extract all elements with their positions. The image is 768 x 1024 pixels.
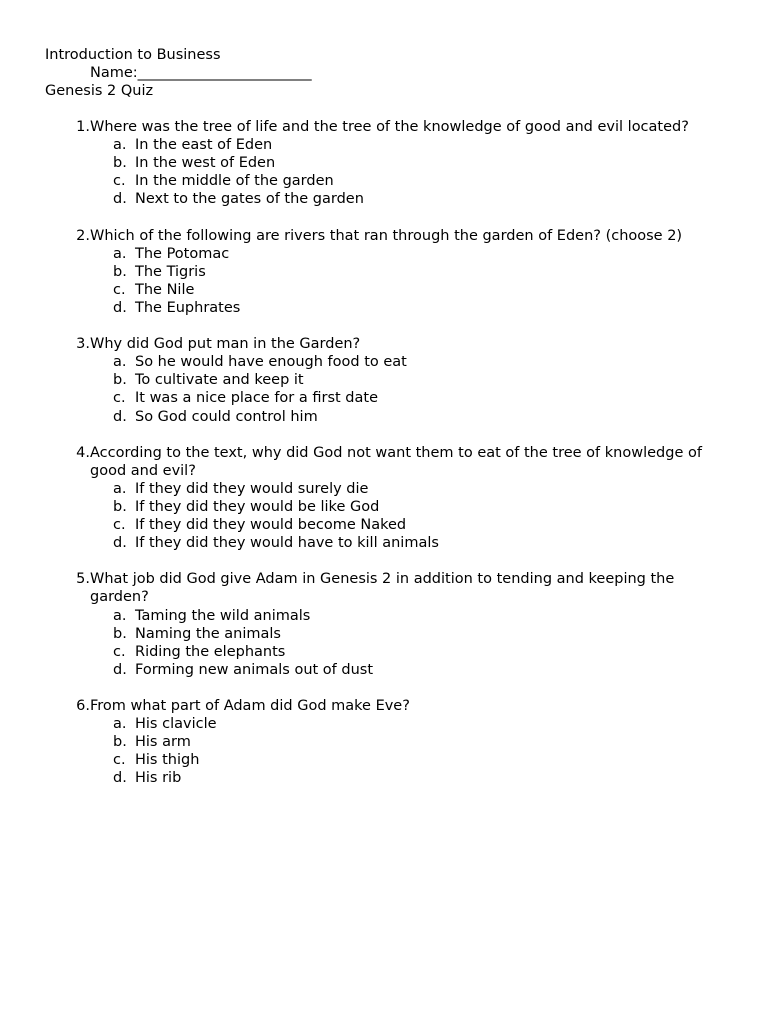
- option-letter: a.: [113, 354, 127, 371]
- answer-option: [45, 190, 735, 208]
- answer-option: [45, 245, 735, 263]
- option-letter-cell: [45, 408, 135, 426]
- answer-option: [45, 408, 735, 426]
- answer-option: [45, 136, 735, 154]
- option-letter-cell: [45, 715, 135, 733]
- option-text: The Nile: [135, 281, 195, 298]
- answer-option: [45, 154, 735, 172]
- answer-option: [45, 498, 735, 516]
- answer-option: [45, 172, 735, 190]
- option-text: Taming the wild animals: [135, 607, 311, 624]
- answer-option: [45, 281, 735, 299]
- option-text: If they did they would have to kill animals: [135, 535, 439, 552]
- question-number: 2.: [76, 227, 90, 244]
- question-text: Which of the following are rivers that ran through the garden of Eden? (choose 2): [90, 227, 683, 244]
- option-letter: d.: [113, 299, 127, 316]
- option-letter-cell: [45, 281, 135, 299]
- option-text: The Tigris: [135, 263, 206, 280]
- option-letter-cell: [45, 190, 135, 208]
- option-letter: d.: [113, 535, 127, 552]
- answer-option: [45, 607, 735, 625]
- option-letter-cell: [45, 607, 135, 625]
- option-text: So God could control him: [135, 408, 318, 425]
- answer-option: [45, 480, 735, 498]
- option-text: His clavicle: [135, 716, 217, 733]
- answer-options: [45, 715, 735, 787]
- question-number: 3.: [76, 336, 90, 353]
- answer-options: [45, 480, 735, 552]
- option-text: His thigh: [135, 752, 200, 769]
- question-number: 5.: [76, 571, 90, 588]
- option-letter: c.: [113, 517, 126, 534]
- option-letter: b.: [113, 263, 127, 280]
- question-number-cell: [45, 444, 90, 480]
- option-text: To cultivate and keep it: [135, 372, 304, 389]
- option-text: In the east of Eden: [135, 137, 273, 154]
- question-text: According to the text, why did God not want them to eat of the tree of knowledge of good and evil?: [90, 444, 702, 479]
- question-text: Why did God put man in the Garden?: [90, 336, 361, 353]
- question-number-cell: [45, 118, 90, 136]
- answer-options: [45, 245, 735, 317]
- option-text: His rib: [135, 770, 182, 787]
- option-letter: a.: [113, 607, 127, 624]
- question-row: [45, 570, 735, 606]
- option-letter: c.: [113, 281, 126, 298]
- option-text: In the west of Eden: [135, 155, 276, 172]
- question-number-cell: [45, 697, 90, 715]
- option-text: It was a nice place for a first date: [135, 390, 378, 407]
- answer-option: [45, 353, 735, 371]
- answer-option: [45, 751, 735, 769]
- option-letter: c.: [113, 390, 126, 407]
- question-1: [45, 118, 735, 208]
- document-header: [45, 46, 312, 100]
- question-text: What job did God give Adam in Genesis 2 in addition to tending and keeping the garden?: [90, 571, 675, 606]
- option-text: Next to the gates of the garden: [135, 191, 364, 208]
- option-letter-cell: [45, 661, 135, 679]
- option-letter-cell: [45, 154, 135, 172]
- option-letter-cell: [45, 371, 135, 389]
- option-letter-cell: [45, 245, 135, 263]
- question-number-cell: [45, 335, 90, 353]
- answer-option: [45, 516, 735, 534]
- option-letter: a.: [113, 480, 127, 497]
- answer-option: [45, 625, 735, 643]
- option-letter: b.: [113, 625, 127, 642]
- option-letter-cell: [45, 733, 135, 751]
- quiz-questions: [45, 118, 735, 806]
- question-5: [45, 570, 735, 679]
- option-letter: d.: [113, 191, 127, 208]
- option-text: In the middle of the garden: [135, 173, 334, 190]
- option-text: His arm: [135, 734, 191, 751]
- option-text: Forming new animals out of dust: [135, 661, 374, 678]
- option-text: So he would have enough food to eat: [135, 354, 407, 371]
- question-text: Where was the tree of life and the tree of the knowledge of good and evil located?: [90, 119, 689, 135]
- option-text: The Potomac: [135, 245, 230, 262]
- option-text: If they did they would become Naked: [135, 517, 407, 534]
- option-text: The Euphrates: [135, 299, 241, 316]
- option-letter: b.: [113, 498, 127, 515]
- answer-option: [45, 661, 735, 679]
- option-letter-cell: [45, 480, 135, 498]
- option-letter-cell: [45, 498, 135, 516]
- name-field-label: Name:________________________: [90, 65, 312, 82]
- option-letter: d.: [113, 661, 127, 678]
- answer-option: [45, 715, 735, 733]
- course-title: Introduction to Business: [45, 47, 221, 63]
- option-text: Riding the elephants: [135, 643, 286, 660]
- option-letter: c.: [113, 643, 126, 660]
- option-letter: b.: [113, 734, 127, 751]
- question-row: [45, 118, 735, 136]
- option-letter: a.: [113, 245, 127, 262]
- option-letter-cell: [45, 136, 135, 154]
- answer-option: [45, 299, 735, 317]
- option-letter: b.: [113, 372, 127, 389]
- option-letter: c.: [113, 752, 126, 769]
- quiz-title: Genesis 2 Quiz: [45, 83, 154, 100]
- answer-options: [45, 607, 735, 679]
- option-letter-cell: [45, 263, 135, 281]
- question-number-cell: [45, 570, 90, 606]
- question-row: [45, 697, 735, 715]
- question-number: 4.: [76, 444, 90, 461]
- option-letter: a.: [113, 716, 127, 733]
- answer-option: [45, 534, 735, 552]
- option-text: If they did they would be like God: [135, 498, 380, 515]
- answer-options: [45, 353, 735, 425]
- option-letter-cell: [45, 534, 135, 552]
- question-3: [45, 335, 735, 425]
- question-6: [45, 697, 735, 787]
- answer-option: [45, 769, 735, 787]
- option-text: Naming the animals: [135, 625, 281, 642]
- answer-option: [45, 263, 735, 281]
- question-4: [45, 444, 735, 553]
- answer-options: [45, 136, 735, 208]
- option-letter-cell: [45, 625, 135, 643]
- option-letter-cell: [45, 172, 135, 190]
- question-number: 6.: [76, 698, 90, 714]
- question-row: [45, 444, 735, 480]
- answer-option: [45, 389, 735, 407]
- option-letter: d.: [113, 408, 127, 425]
- option-letter-cell: [45, 643, 135, 661]
- question-number-cell: [45, 227, 90, 245]
- option-letter: a.: [113, 137, 127, 154]
- question-2: [45, 227, 735, 317]
- question-row: [45, 227, 735, 245]
- option-letter-cell: [45, 389, 135, 407]
- option-letter-cell: [45, 353, 135, 371]
- question-row: [45, 335, 735, 353]
- option-letter-cell: [45, 769, 135, 787]
- option-letter-cell: [45, 751, 135, 769]
- question-number: 1.: [76, 119, 90, 135]
- option-letter-cell: [45, 516, 135, 534]
- option-letter: d.: [113, 770, 127, 787]
- option-letter: c.: [113, 173, 126, 190]
- option-text: If they did they would surely die: [135, 480, 369, 497]
- answer-option: [45, 371, 735, 389]
- question-text: From what part of Adam did God make Eve?: [90, 698, 410, 714]
- option-letter-cell: [45, 299, 135, 317]
- answer-option: [45, 643, 735, 661]
- answer-option: [45, 733, 735, 751]
- option-letter: b.: [113, 155, 127, 172]
